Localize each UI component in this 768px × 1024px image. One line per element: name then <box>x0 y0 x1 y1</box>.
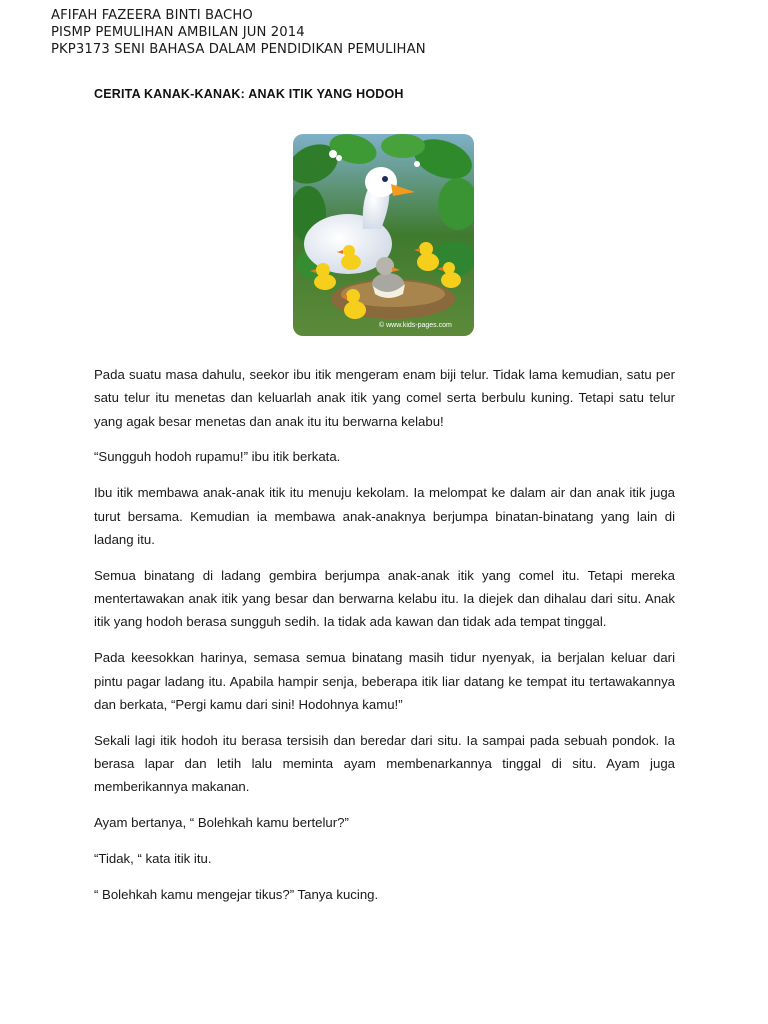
paragraph: Ibu itik membawa anak-anak itik itu menuju kekolam. Ia melompat ke dalam air dan anak itik juga turut bersama. Kemudian ia membawa anak-anaknya berjumpa binatan-binatang yang lain di ladang itu. <box>94 485 675 547</box>
image-watermark: © www.kids-pages.com <box>379 322 452 329</box>
ugly-duckling-illustration <box>293 134 474 336</box>
paragraph: Sekali lagi itik hodoh itu berasa tersisih dan beredar dari situ. Ia sampai pada sebuah pondok. Ia berasa lapar dan letih lalu meminta ayam membenarkannya tinggal di situ. Ayam juga memberikannya makanan. <box>94 732 675 795</box>
document-header <box>51 7 426 58</box>
story-body <box>94 363 675 919</box>
paragraph: Pada keesokkan harinya, semasa semua binatang masih tidur nyenyak, ia berjalan keluar dari pintu pagar ladang itu. Apabila hampir senja, beberapa itik liar datang ke tempat itu tertawakannya dan berkata, “Pergi kamu dari sini! Hodohnya kamu!” <box>94 650 675 712</box>
paragraph: “ Bolehkah kamu mengejar tikus?” Tanya kucing. <box>94 887 379 903</box>
paragraph: “Tidak, “ kata itik itu. <box>94 851 212 867</box>
paragraph: “Sungguh hodoh rupamu!” ibu itik berkata. <box>94 449 341 465</box>
paragraph: Semua binatang di ladang gembira berjumpa anak-anak itik yang comel itu. Tetapi mereka mentertawakan anak itik yang besar dan berwarna kelabu itu. Ia diejek dan dihalau dari situ. Anak itik yang hodoh berasa sungguh sedih. Ia tidak ada kawan dan tidak ada tempat tinggal. <box>94 567 675 630</box>
course-line: PKP3173 SENI BAHASA DALAM PENDIDIKAN PEMULIHAN <box>51 42 426 57</box>
story-title: CERITA KANAK-KANAK: ANAK ITIK YANG HODOH <box>94 87 404 101</box>
paragraph: Ayam bertanya, “ Bolehkah kamu bertelur?” <box>94 815 349 831</box>
program-line: PISMP PEMULIHAN AMBILAN JUN 2014 <box>51 25 305 40</box>
author-name: AFIFAH FAZEERA BINTI BACHO <box>51 8 253 23</box>
paragraph: Pada suatu masa dahulu, seekor ibu itik mengeram enam biji telur. Tidak lama kemudian, satu per satu telur itu menetas dan keluarlah anak itik yang comel serta berbulu kuning. Tetapi satu telur yang agak besar menetas dan anak itu itu berwarna kelabu! <box>94 367 675 429</box>
